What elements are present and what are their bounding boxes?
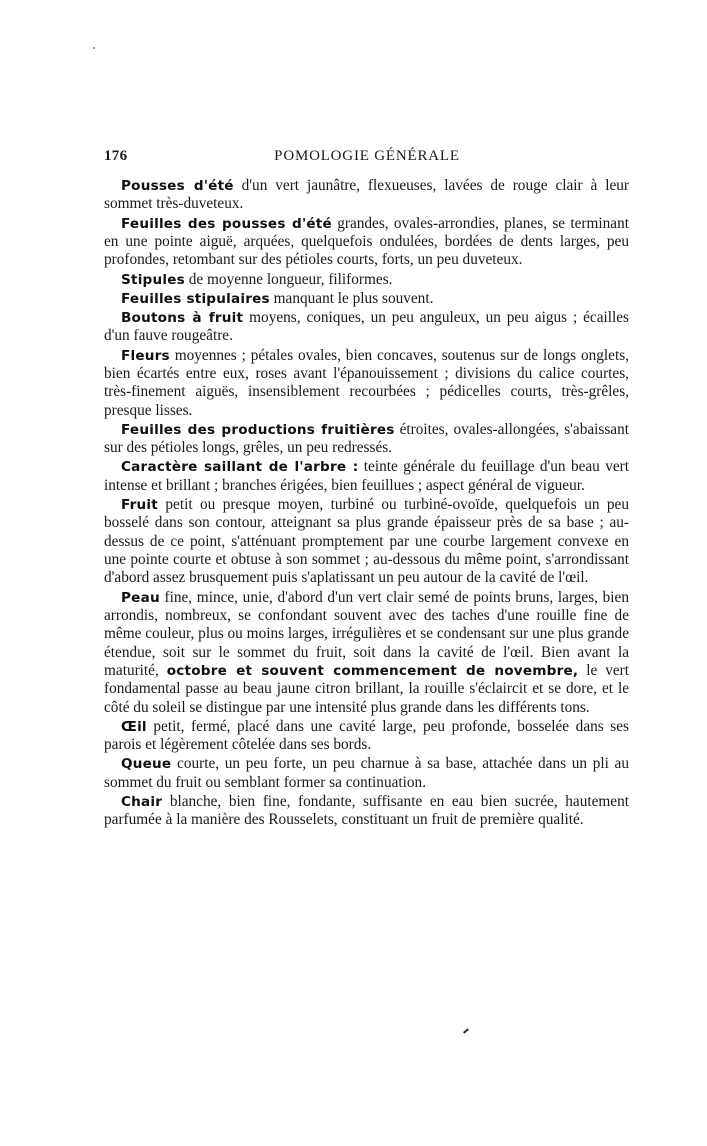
paragraph-oeil — [104, 718, 629, 755]
term-heading: Pousses d'été — [121, 178, 234, 194]
term-heading: Caractère saillant de l'arbre : — [121, 459, 359, 476]
term-heading: Œil — [121, 718, 147, 735]
term-heading: Peau — [121, 589, 160, 606]
description: moyennes ; pétales ovales, bien concaves, soutenus sur de longs onglets, bien écartés entre eux, roses avant l'épanouissement ; divisions du calice courtes, très-finement aiguës, insensiblement recourbées ; pédicelles courts, très-grêles, presque lisses. — [104, 346, 629, 419]
description: grandes, ovales-arrondies, planes, se terminant en une pointe aiguë, arquées, quelquefois ondulées, bordées de dents larges, peu profondes, retombant sur des pétioles courts, forts, un peu duveteux. — [104, 214, 629, 269]
paragraph-caractere — [104, 458, 629, 495]
description: manquant le plus souvent. — [269, 289, 434, 307]
paragraph-chair — [104, 793, 629, 830]
description: d'un vert jaunâtre, flexueuses, lavées de rouge clair à leur sommet très-duveteux. — [104, 177, 630, 213]
paragraph-fruit — [104, 496, 629, 588]
page-number: 176 — [104, 148, 128, 164]
paragraph-stipules — [104, 271, 629, 289]
term-heading: Fruit — [121, 496, 158, 513]
running-head — [104, 148, 630, 168]
description: teinte générale du feuillage d'un beau vert intense et brillant ; branches érigées, bien feuillues ; aspect général de vigueur. — [104, 458, 629, 494]
term-heading: Fleurs — [121, 347, 170, 364]
term-heading: Feuilles stipulaires — [121, 290, 270, 307]
term-heading: Boutons à fruit — [121, 309, 244, 326]
term-heading: Stipules — [121, 271, 185, 288]
description: blanche, bien fine, fondante, suffisante en eau bien sucrée, hautement parfumée à la manière des Rousselets, constituant un fruit de première qualité. — [104, 793, 629, 829]
term-heading: Queue — [121, 756, 172, 773]
paragraph-peau — [104, 589, 629, 717]
description: fine, mince, unie, d'abord d'un vert clair semé de points bruns, larges, bien arrondis, nombreux, se confondant souvent avec des taches d'une rouille fine de même couleur, plus ou moins larges, irrégulières et se condensant sur une plus grande étendue, soit sur le sommet du fruit, soit dans la cavité de l'œil. Bien avant la maturité, — [104, 588, 629, 679]
paragraph-queue — [104, 755, 629, 792]
paragraph-feuilles-stipulaires — [104, 290, 629, 308]
description: de moyenne longueur, filiformes. — [184, 270, 393, 288]
description: étroites, ovales-allongées, s'abaissant sur des pétioles longs, grêles, un peu redressés. — [104, 420, 629, 457]
description: moyens, coniques, un peu anguleux, un peu aigus ; écailles d'un fauve rougeâtre. — [104, 308, 629, 345]
description: petit, fermé, placé dans une cavité large, peu profonde, bosselée dans ses parois et légèrement côtelée dans ses bords. — [104, 717, 629, 754]
description: petit ou presque moyen, turbiné ou turbiné-ovoïde, quelquefois un peu bosselé dans son contour, atteignant sa plus grande épaisseur près de sa base ; au-dessus de ce point, s'atténuant promptement par une courbe largement convexe en une pointe courte et obtuse à son sommet ; au-dessous du même point, s'arrondissant d'abord assez brusquement puis s'aplatissant un peu autour de la cavité de l'œil. — [104, 495, 629, 587]
paragraph-fleurs — [104, 347, 629, 420]
paragraph-pousses — [104, 177, 629, 214]
description: courte, un peu forte, un peu charnue à sa base, attachée dans un pli au sommet du fruit ou semblant former sa continuation. — [104, 755, 629, 791]
running-title: POMOLOGIE GÉNÉRALE — [274, 148, 460, 164]
paragraph-boutons — [104, 309, 629, 346]
emphasis-maturity: octobre et souvent commencement de novembre, — [166, 662, 579, 679]
term-heading: Feuilles des pousses d'été — [121, 215, 332, 232]
body-text — [104, 177, 629, 831]
paper-speck — [93, 47, 95, 49]
paragraph-feuilles-productions — [104, 421, 629, 458]
description-continued: le vert fondamental passe au beau jaune citron brillant, la rouille s'éclaircit et se dore, et le côté du soleil se distingue par une intensité plus grande dans les différents tons. — [104, 661, 629, 716]
paragraph-feuilles-pousses — [104, 215, 629, 270]
term-heading: Chair — [121, 794, 163, 811]
term-heading: Feuilles des productions fruitières — [121, 421, 395, 438]
ink-mark — [463, 1028, 469, 1033]
